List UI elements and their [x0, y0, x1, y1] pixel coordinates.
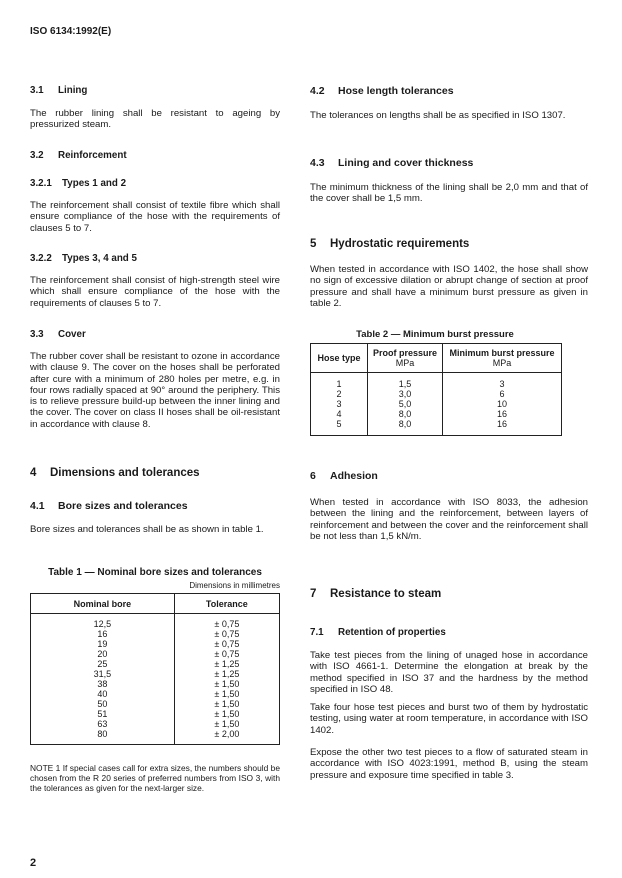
table-row: [31, 709, 280, 719]
table1-title: Table 1 — Nominal bore sizes and tolerances: [48, 567, 262, 578]
note-1: NOTE 1 If special cases call for extra sizes, the numbers should be chosen from the R 20 series of preferred numbers from ISO 3, with the tolerances as given for the next-larger size.: [30, 763, 280, 794]
document-header: ISO 6134:1992(E): [30, 26, 112, 37]
heading-3-1: 3.1 Lining: [30, 85, 88, 96]
table-cell: 16: [443, 409, 562, 419]
table-row: [31, 649, 280, 659]
table1: [30, 593, 280, 745]
table-row: [311, 399, 562, 409]
heading-5: 5 Hydrostatic requirements: [310, 238, 470, 250]
table-cell: 16: [443, 419, 562, 436]
table1-units: Dimensions in millimetres: [189, 581, 280, 590]
table-cell: ± 0,75: [174, 614, 279, 630]
table-cell: 63: [31, 719, 175, 729]
table-cell: ± 1,50: [174, 679, 279, 689]
table1-header: Tolerance: [174, 594, 279, 614]
para-7-1-a: Take test pieces from the lining of unaged hose in accordance with ISO 4661-1. Determine the elongation at break by the method specified in ISO 37 and the hardness by the method specified in ISO 48.: [310, 650, 588, 695]
table-cell: 8,0: [368, 419, 443, 436]
table2-header: Minimum burst pressure: [449, 348, 555, 358]
table2-header: Proof pressure: [372, 348, 438, 358]
table-cell: 6: [443, 389, 562, 399]
table2-unit: MPa: [395, 358, 415, 368]
table2-unit: MPa: [492, 358, 512, 368]
table-cell: 20: [31, 649, 175, 659]
table-cell: 4: [311, 409, 368, 419]
table2: [310, 343, 562, 436]
para-7-1-b: Take four hose test pieces and burst two of them by hydrostatic testing, using water at room temperature, in accordance with ISO 1402.: [310, 702, 588, 736]
table-cell: 3: [311, 399, 368, 409]
heading-6: 6 Adhesion: [310, 470, 378, 482]
heading-7-1: 7.1 Retention of properties: [310, 627, 446, 638]
table-cell: 1,5: [368, 373, 443, 390]
para-3-2-2: The reinforcement shall consist of high-strength steel wire which shall ensure compliance of the hose with the requirements of clauses 5 to 7.: [30, 275, 280, 309]
table-cell: 3: [443, 373, 562, 390]
heading-3-2: 3.2 Reinforcement: [30, 150, 127, 161]
table-cell: ± 1,25: [174, 669, 279, 679]
heading-7: 7 Resistance to steam: [310, 588, 442, 600]
heading-3-2-1: 3.2.1 Types 1 and 2: [30, 178, 127, 189]
table-row: [31, 669, 280, 679]
table2-header: Hose type: [317, 353, 361, 363]
table-cell: 1: [311, 373, 368, 390]
table-cell: 31,5: [31, 669, 175, 679]
table-row: [31, 629, 280, 639]
table-row: [31, 699, 280, 709]
table-cell: ± 1,50: [174, 719, 279, 729]
table-row: [31, 659, 280, 669]
table-cell: ± 0,75: [174, 639, 279, 649]
table-cell: 25: [31, 659, 175, 669]
para-7-1-c: Expose the other two test pieces to a flow of saturated steam in accordance with ISO 4023:1991, method B, using the steam pressure and exposure time specified in table 3.: [310, 747, 588, 781]
table-row: [311, 409, 562, 419]
heading-3-2-2: 3.2.2 Types 3, 4 and 5: [30, 253, 137, 264]
table-cell: 50: [31, 699, 175, 709]
heading-3-3: 3.3 Cover: [30, 329, 86, 340]
para-4-3: The minimum thickness of the lining shall be 2,0 mm and that of the cover shall be 1,5 mm.: [310, 182, 588, 205]
table-cell: 5: [311, 419, 368, 436]
para-3-1: The rubber lining shall be resistant to ageing by pressurized steam.: [30, 108, 280, 131]
table-row: [31, 719, 280, 729]
table-row: [311, 419, 562, 436]
table1-header: Nominal bore: [31, 594, 175, 614]
table-row: [31, 689, 280, 699]
table-cell: 16: [31, 629, 175, 639]
table-cell: 2: [311, 389, 368, 399]
para-3-3: The rubber cover shall be resistant to ozone in accordance with clause 9. The cover on the hoses shall be perforated after cure with a minimum of 280 holes per metre, e.g. in four rows radially spaced at 90° around the periphery. This is to relieve pressure build-up between the inner lining and the cover. The cover on class II hoses shall be oil-resistant in accordance with clause 8.: [30, 351, 280, 430]
table-cell: 8,0: [368, 409, 443, 419]
table-cell: 40: [31, 689, 175, 699]
table-row: [31, 679, 280, 689]
heading-4: 4 Dimensions and tolerances: [30, 467, 200, 479]
table-row: [31, 729, 280, 745]
para-3-2-1: The reinforcement shall consist of textile fibre which shall ensure compliance of the hose with the requirements of clauses 5 to 7.: [30, 200, 280, 234]
table-cell: ± 1,50: [174, 709, 279, 719]
heading-4-1: 4.1 Bore sizes and tolerances: [30, 500, 188, 512]
table-cell: 5,0: [368, 399, 443, 409]
table-row: [311, 389, 562, 399]
table-cell: 19: [31, 639, 175, 649]
table-cell: ± 0,75: [174, 649, 279, 659]
heading-4-2: 4.2 Hose length tolerances: [310, 85, 454, 97]
table-cell: 3,0: [368, 389, 443, 399]
table-cell: ± 1,25: [174, 659, 279, 669]
table-cell: ± 2,00: [174, 729, 279, 745]
table-cell: ± 1,50: [174, 699, 279, 709]
table-cell: 38: [31, 679, 175, 689]
para-6: When tested in accordance with ISO 8033, the adhesion between the lining and the reinforcement, between layers of reinforcement and between the cover and the reinforcement shall be not less than 1,5 kN/m.: [310, 497, 588, 542]
para-5: When tested in accordance with ISO 1402, the hose shall show no sign of excessive dilation or abrupt change of section at proof pressure and shall have a minimum burst pressure as given in table 2.: [310, 264, 588, 309]
table-row: [311, 373, 562, 390]
table-cell: 51: [31, 709, 175, 719]
table-cell: ± 0,75: [174, 629, 279, 639]
page-number: 2: [30, 857, 37, 869]
table-row: [31, 614, 280, 630]
table2-title: Table 2 — Minimum burst pressure: [356, 329, 514, 340]
para-4-2: The tolerances on lengths shall be as specified in ISO 1307.: [310, 110, 566, 121]
para-4-1: Bore sizes and tolerances shall be as shown in table 1.: [30, 524, 264, 535]
heading-4-3: 4.3 Lining and cover thickness: [310, 157, 474, 169]
table-cell: ± 1,50: [174, 689, 279, 699]
table-cell: 10: [443, 399, 562, 409]
table-row: [31, 639, 280, 649]
table-cell: 80: [31, 729, 175, 745]
table-cell: 12,5: [31, 614, 175, 630]
